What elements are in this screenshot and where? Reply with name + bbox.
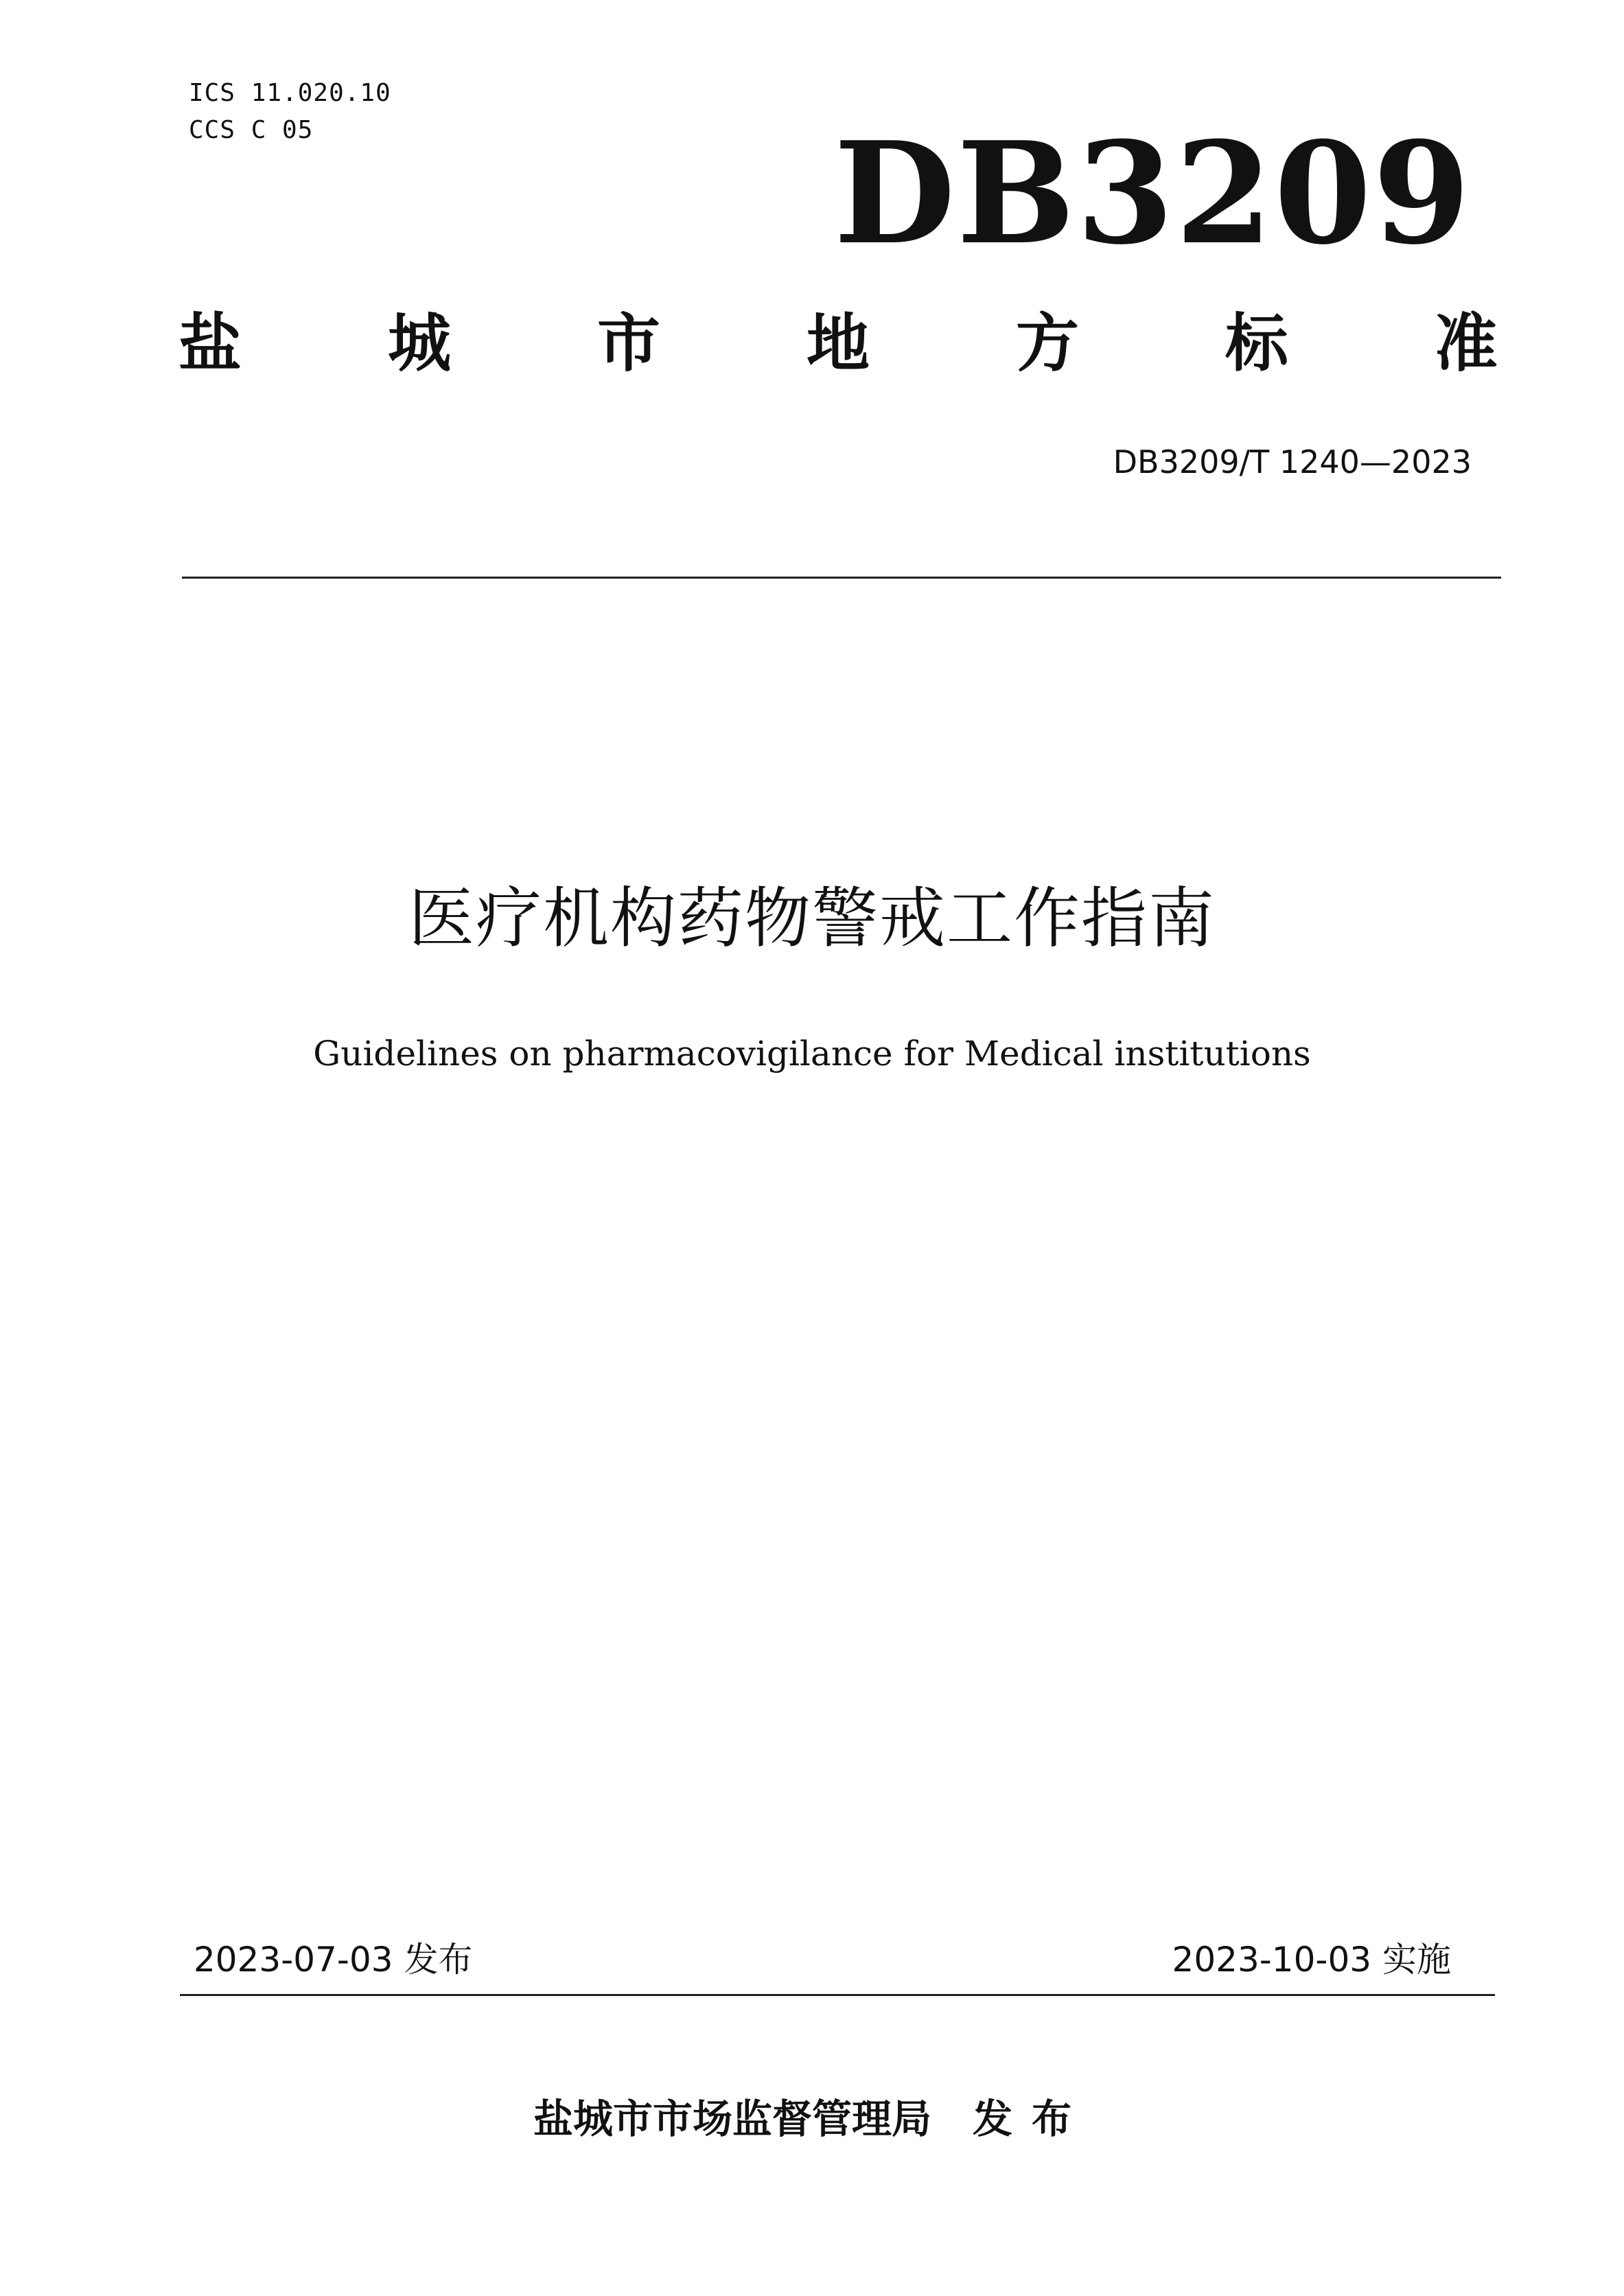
standard-number: DB3209/T 1240—2023	[1113, 443, 1472, 480]
ics-code: ICS 11.020.10	[189, 79, 391, 107]
standard-type-char: 方	[1015, 307, 1079, 380]
standard-type-char: 城	[387, 307, 451, 380]
top-divider	[182, 577, 1501, 579]
standard-type-char: 标	[1225, 307, 1288, 380]
document-title-chinese: 医疗机构药物警戒工作指南	[408, 880, 1216, 957]
ccs-code: CCS C 05	[189, 116, 314, 144]
standard-type-heading	[178, 307, 1498, 380]
document-title-english: Guidelines on pharmacovigilance for Medical institutions	[313, 1034, 1311, 1074]
implementation-date: 2023-10-03 实施	[1172, 1940, 1451, 1980]
publisher-name: 盐城市市场监督管理局	[533, 2096, 931, 2142]
release-date: 2023-07-03 发布	[194, 1940, 473, 1980]
standard-code: DB3209	[833, 111, 1472, 276]
standard-type-char: 准	[1434, 307, 1498, 380]
publisher-action: 发布	[973, 2096, 1091, 2142]
standard-type-char: 盐	[178, 307, 242, 380]
standard-type-char: 市	[596, 307, 660, 380]
bottom-divider	[180, 1994, 1495, 1996]
standard-type-char: 地	[806, 307, 870, 380]
publisher-line	[0, 2096, 1624, 2142]
